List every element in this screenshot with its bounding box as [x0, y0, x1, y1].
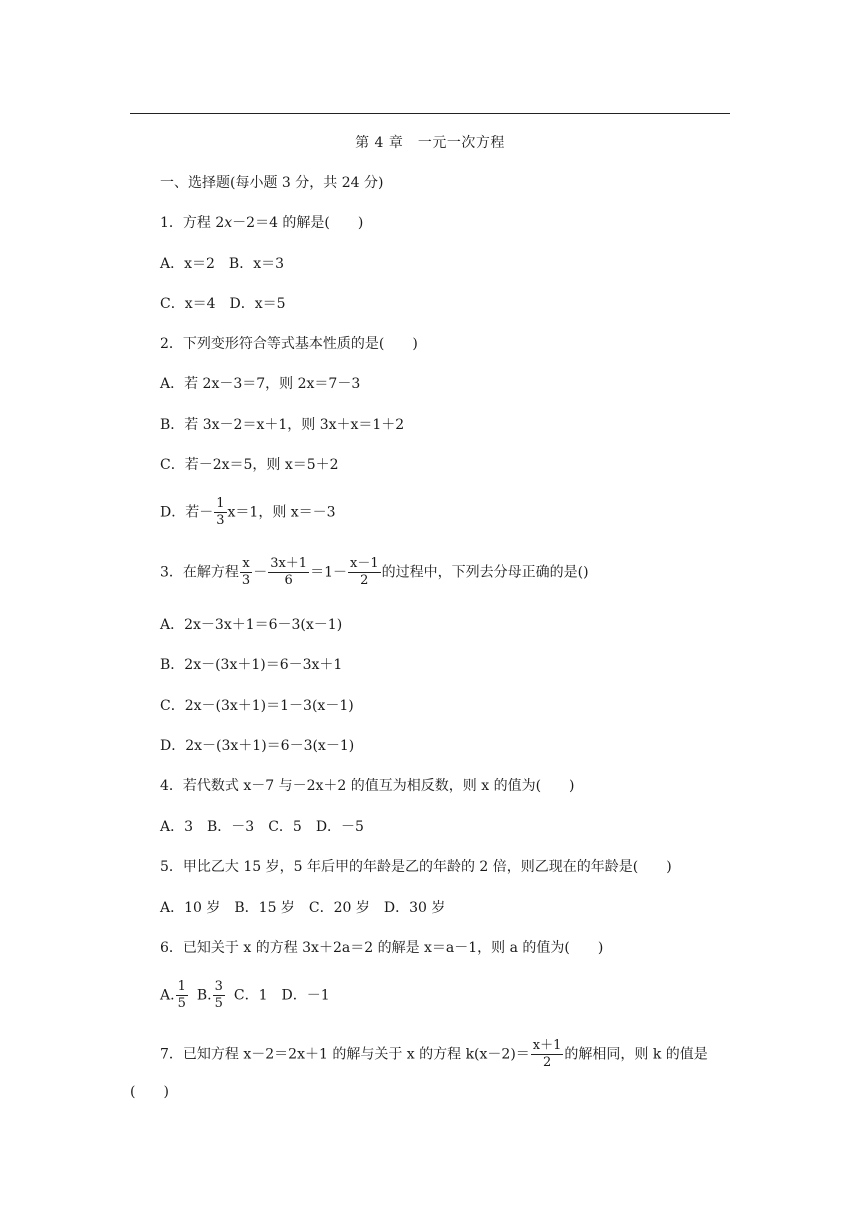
question-3-option-c: C．2x－(3x＋1)＝1－3(x－1) — [160, 698, 354, 714]
question-7-stem: 7．已知方程 x－2＝2x＋1 的解与关于 x 的方程 k(x－2)＝ $\frac{x+1}{2}$ 的解相同，则 k 的值是 — [160, 1038, 708, 1070]
fraction: $\frac{3}{5}$ — [214, 979, 223, 1011]
fraction: $\frac{x+1}{2}$ — [532, 1038, 562, 1070]
question-4-options: A．3 B．－3 C．5 D．－5 — [160, 819, 364, 835]
fraction: $\frac{1}{5}$ — [177, 979, 186, 1011]
fraction: $\frac{x}{3}$ — [241, 556, 251, 588]
page-title: 第 4 章 一元一次方程 — [355, 135, 505, 151]
fraction: $\frac{1}{3}$ — [216, 496, 225, 528]
question-1-option-ab: A．x＝2 B．x＝3 — [160, 256, 285, 272]
question-4-stem: 4．若代数式 x－7 与－2x＋2 的值互为相反数，则 x 的值为( ) — [160, 778, 575, 794]
question-1-stem: 1．方程 2x－2＝4 的解是( ) — [160, 215, 364, 231]
question-5-options: A．10 岁 B．15 岁 C．20 岁 D．30 岁 — [160, 900, 446, 916]
question-2-stem: 2．下列变形符合等式基本性质的是( ) — [160, 336, 418, 352]
question-2-option-c: C．若－2x＝5，则 x＝5＋2 — [160, 457, 339, 473]
question-3-option-a: A．2x－3x＋1＝6－3(x－1) — [160, 617, 343, 633]
question-6-stem: 6．已知关于 x 的方程 3x＋2a＝2 的解是 x＝a－1，则 a 的值为( ) — [160, 940, 604, 956]
question-3-option-d: D．2x－(3x＋1)＝6－3(x－1) — [160, 738, 355, 754]
question-2-option-a: A．若 2x－3＝7，则 2x＝7－3 — [160, 376, 361, 392]
question-3-option-b: B．2x－(3x＋1)＝6－3x＋1 — [160, 657, 343, 673]
question-1-option-cd: C．x＝4 D．x＝5 — [160, 296, 286, 312]
question-2-option-d: D．若－ $\frac{1}{3}$ x＝1，则 x＝－3 — [160, 496, 336, 528]
header-rule — [130, 113, 730, 114]
question-2-option-b: B．若 3x－2＝x＋1，则 3x＋x＝1＋2 — [160, 417, 405, 433]
question-5-stem: 5．甲比乙大 15 岁，5 年后甲的年龄是乙的年龄的 2 倍，则乙现在的年龄是( ) — [160, 859, 672, 875]
fraction: $\frac{3x+1}{6}$ — [270, 556, 308, 588]
question-3-stem: 3．在解方程 $\frac{x}{3}$ － $\frac{3x+1}{6}$ ＝1－ $\frac{x-1}{2}$ 的过程中，下列去分母正确的是() — [160, 556, 589, 588]
question-7-answer-blank: ( ) — [130, 1084, 169, 1100]
fraction: $\frac{x-1}{2}$ — [350, 556, 379, 588]
section-heading: 一、选择题(每小题 3 分，共 24 分) — [160, 175, 384, 191]
question-6-options: A. $\frac{1}{5}$ B. $\frac{3}{5}$ C．1 D．－1 — [160, 979, 330, 1011]
